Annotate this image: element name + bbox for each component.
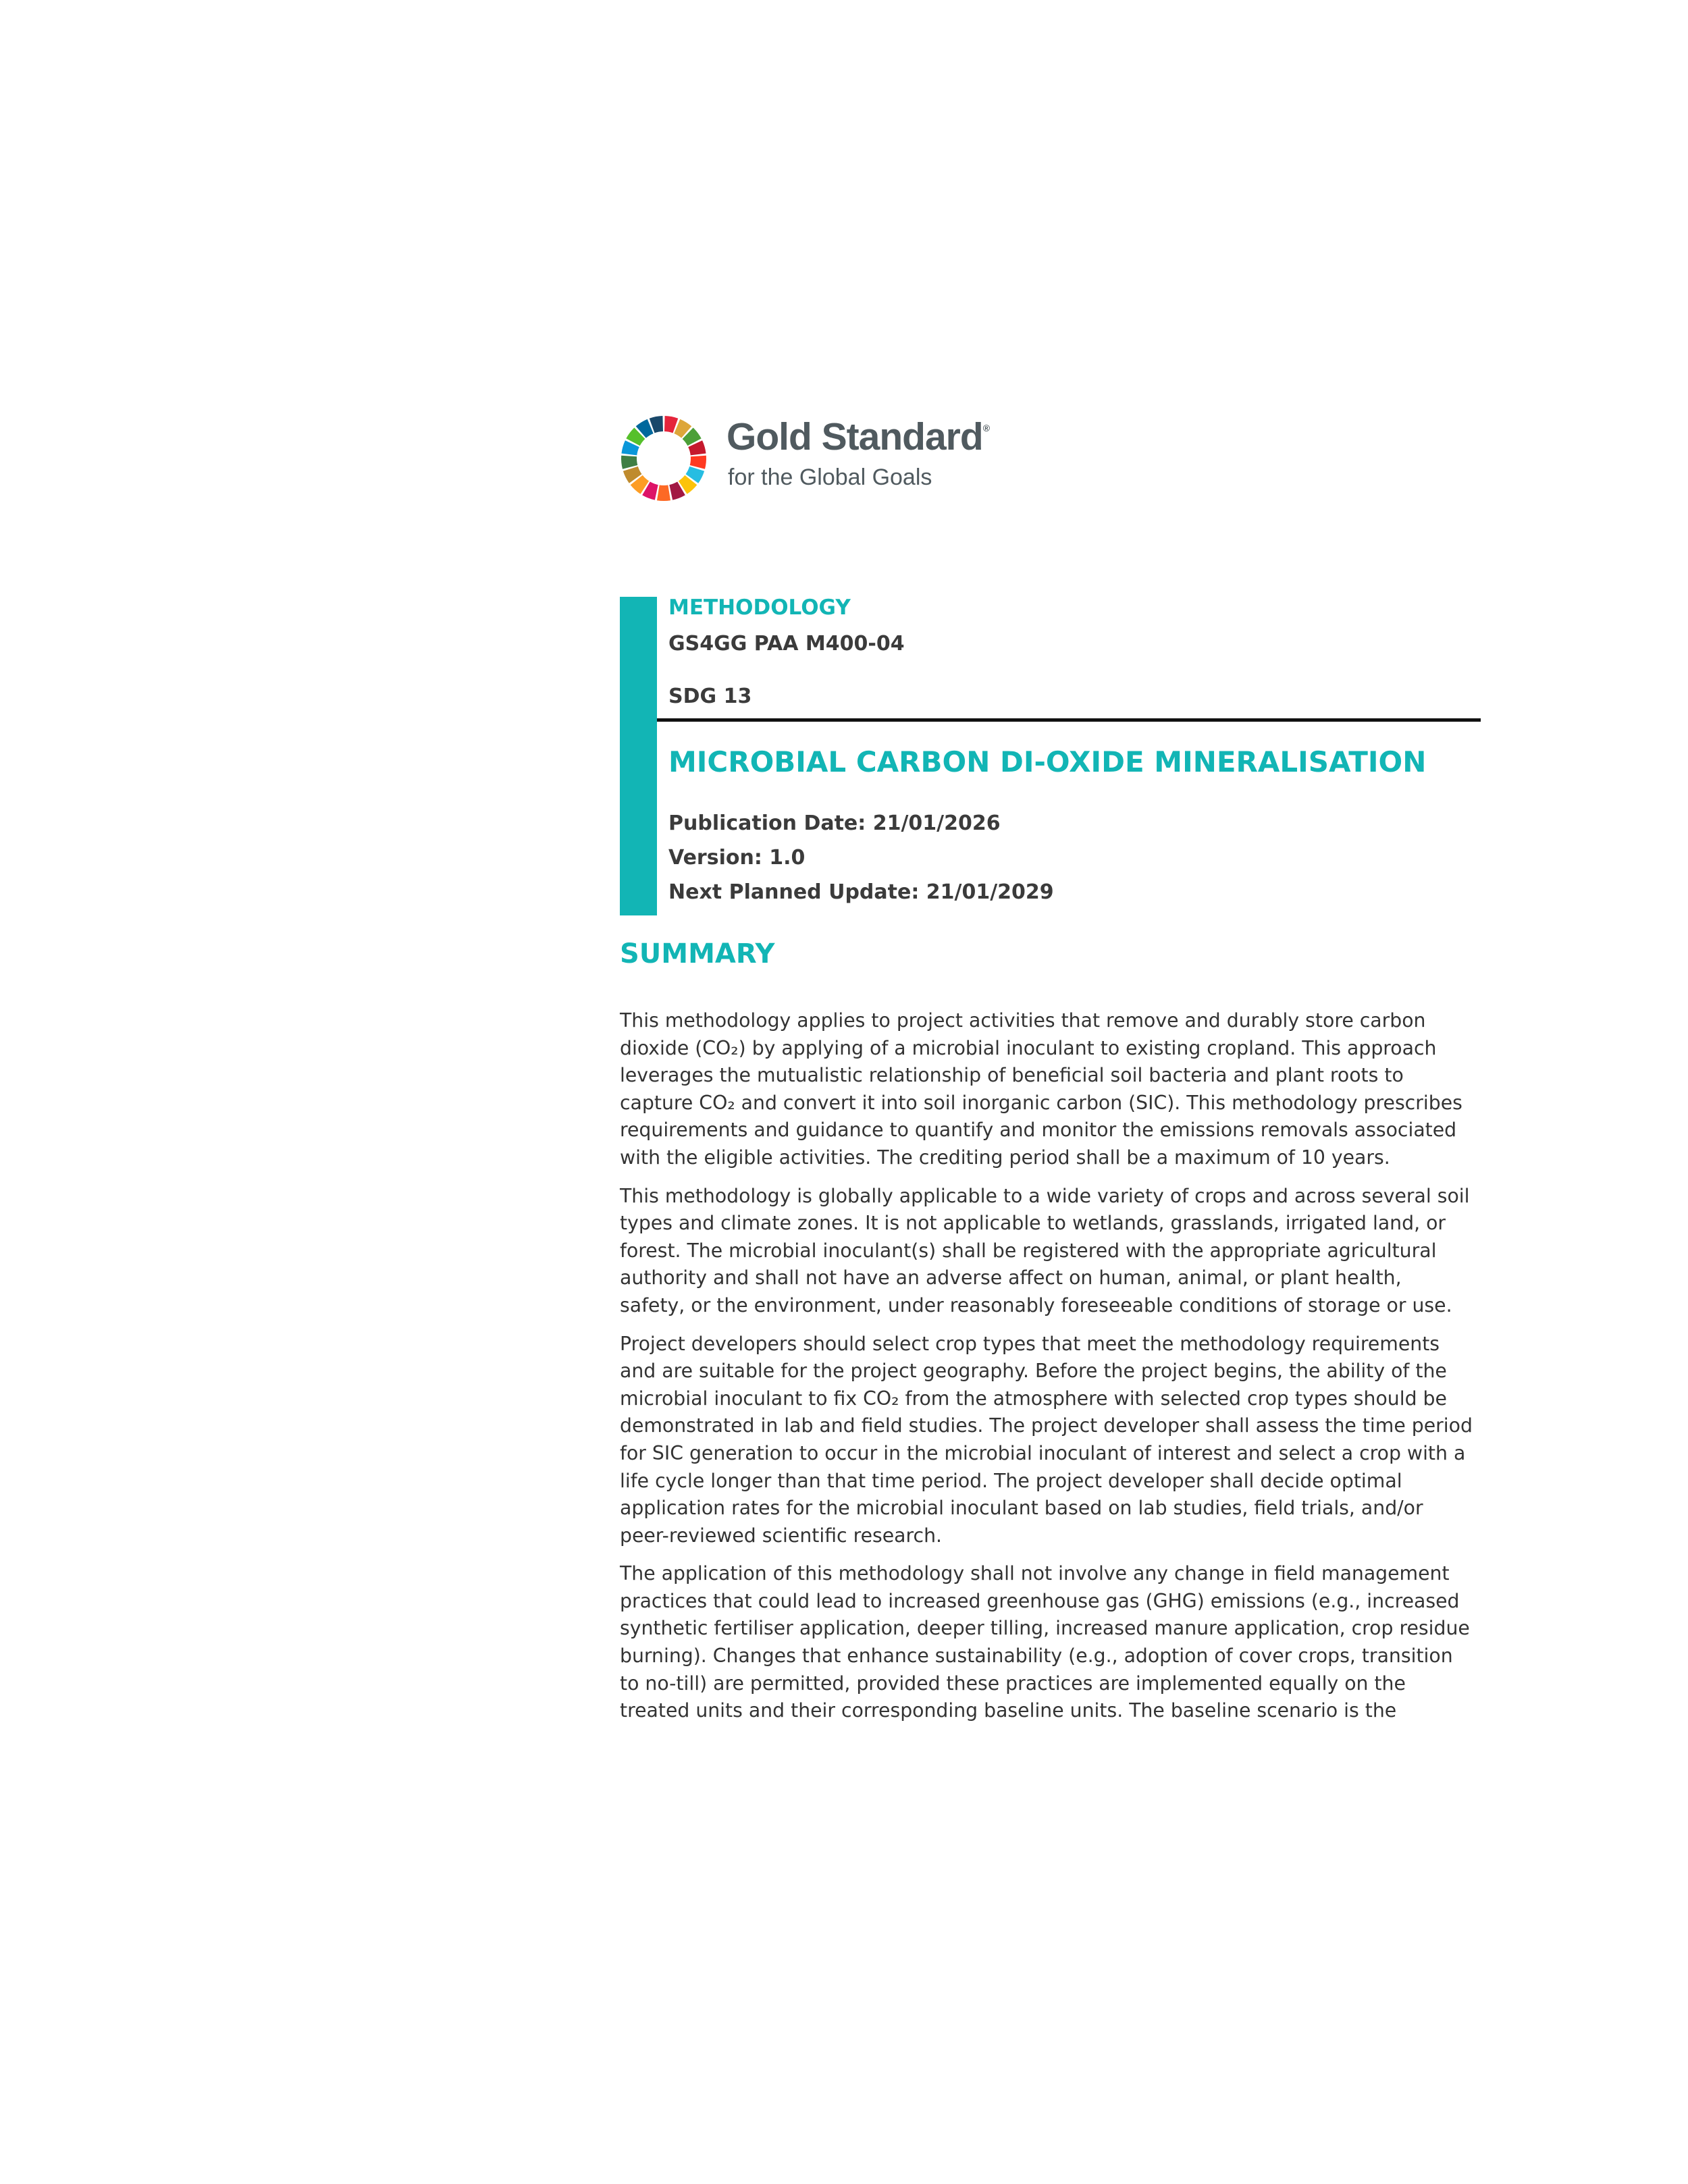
summary-paragraph bbox=[620, 1560, 1511, 1725]
logo-brand: Gold Standard® bbox=[727, 415, 990, 458]
sdg-wheel-segment bbox=[690, 456, 706, 469]
publication-date: Publication Date: 21/01/2026 bbox=[668, 811, 1001, 835]
gold-standard-logo bbox=[620, 415, 1011, 509]
header-accent-bar bbox=[620, 597, 657, 915]
text-line: This methodology is globally applicable to a wide variety of crops and across several soil bbox=[620, 1184, 1470, 1207]
sdg-wheel-segment bbox=[621, 456, 637, 469]
text-line: dioxide (CO₂) by applying of a microbial inoculant to existing cropland. This approach bbox=[620, 1036, 1437, 1059]
text-line: application rates for the microbial inoculant based on lab studies, field trials, and/or bbox=[620, 1497, 1423, 1520]
doc-code: GS4GG PAA M400-04 bbox=[668, 632, 905, 656]
text-line: authority and shall not have an adverse affect on human, animal, or plant health, bbox=[620, 1267, 1402, 1289]
text-line: types and climate zones. It is not applicable to wetlands, grasslands, irrigated land, or bbox=[620, 1212, 1446, 1235]
text-line: leverages the mutualistic relationship of beneficial soil bacteria and plant roots to bbox=[620, 1064, 1404, 1087]
doc-title: MICROBIAL CARBON DI-OXIDE MINERALISATION bbox=[668, 745, 1427, 778]
text-line: for SIC generation to occur in the microbial inoculant of interest and select a crop with a bbox=[620, 1441, 1466, 1464]
doc-version: Version: 1.0 bbox=[668, 846, 806, 870]
text-line: demonstrated in lab and field studies. The project developer shall assess the time period bbox=[620, 1414, 1473, 1437]
text-line: forest. The microbial inoculant(s) shall be registered with the appropriate agricultural bbox=[620, 1239, 1437, 1262]
text-line: to no-till) are permitted, provided these practices are implemented equally on the bbox=[620, 1672, 1406, 1695]
summary-body bbox=[620, 1007, 1511, 1736]
header-divider bbox=[657, 718, 1481, 722]
summary-paragraph bbox=[620, 1183, 1511, 1320]
text-line: safety, or the environment, under reasonably foreseeable conditions of storage or use. bbox=[620, 1294, 1452, 1316]
text-line: Project developers should select crop types that meet the methodology requirements bbox=[620, 1332, 1440, 1355]
text-line: capture CO₂ and convert it into soil inorganic carbon (SIC). This methodology prescribes bbox=[620, 1091, 1462, 1114]
text-line: practices that could lead to increased greenhouse gas (GHG) emissions (e.g., increased bbox=[620, 1589, 1460, 1612]
logo-tagline: for the Global Goals bbox=[728, 464, 932, 490]
sdg-wheel-segment bbox=[657, 485, 670, 501]
text-line: burning). Changes that enhance sustainability (e.g., adoption of cover crops, transition bbox=[620, 1645, 1453, 1668]
doc-sdg: SDG 13 bbox=[668, 685, 752, 708]
text-line: requirements and guidance to quantify and monitor the emissions removals associated bbox=[620, 1119, 1457, 1142]
summary-heading: SUMMARY bbox=[620, 938, 775, 969]
text-line: treated units and their corresponding baseline units. The baseline scenario is the bbox=[620, 1699, 1397, 1722]
next-planned-update: Next Planned Update: 21/01/2029 bbox=[668, 880, 1054, 904]
text-line: The application of this methodology shall not involve any change in field management bbox=[620, 1562, 1450, 1585]
text-line: life cycle longer than that time period. The project developer shall decide optimal bbox=[620, 1469, 1402, 1492]
summary-paragraph bbox=[620, 1331, 1511, 1550]
sdg-wheel-icon bbox=[620, 415, 708, 502]
text-line: with the eligible activities. The crediting period shall be a maximum of 10 years. bbox=[620, 1146, 1390, 1169]
summary-paragraph bbox=[620, 1007, 1511, 1172]
text-line: This methodology applies to project activities that remove and durably store carbon bbox=[620, 1009, 1426, 1032]
text-line: peer-reviewed scientific research. bbox=[620, 1524, 943, 1547]
doc-category: METHODOLOGY bbox=[668, 595, 851, 620]
text-line: and are suitable for the project geography. Before the project begins, the ability of the bbox=[620, 1360, 1447, 1383]
text-line: microbial inoculant to fix CO₂ from the atmosphere with selected crop types should be bbox=[620, 1387, 1447, 1410]
text-line: synthetic fertiliser application, deeper tilling, increased manure application, crop residue bbox=[620, 1617, 1470, 1640]
